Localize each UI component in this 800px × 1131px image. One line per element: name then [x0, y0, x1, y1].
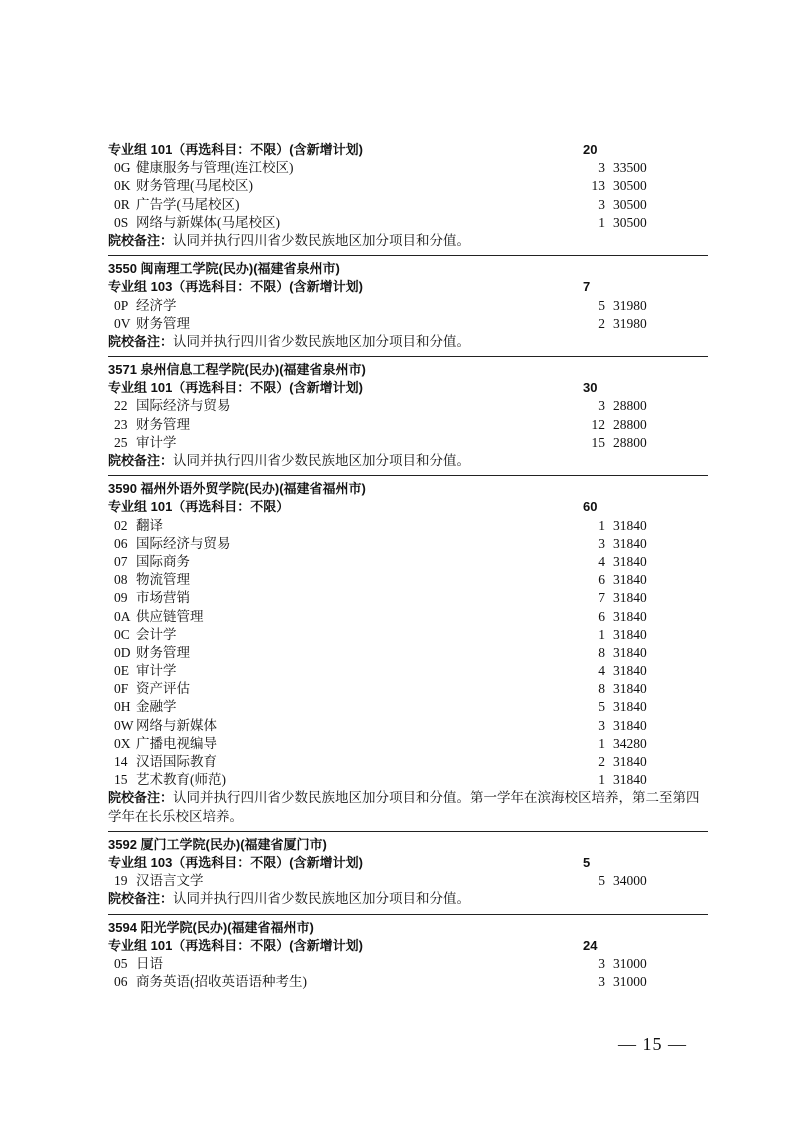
- major-code: 0V: [114, 315, 131, 331]
- major-row: [108, 973, 708, 991]
- institution-section: [108, 141, 708, 250]
- major-group-row: [108, 854, 708, 872]
- major-fee: 30500: [613, 196, 647, 212]
- major-fee: 30500: [613, 214, 647, 230]
- major-code: 0W: [114, 717, 134, 733]
- major-count: 3: [598, 974, 605, 990]
- school-remark: [108, 890, 708, 908]
- major-code: 0R: [114, 196, 130, 212]
- major-count: 4: [598, 553, 605, 569]
- major-count: 3: [598, 196, 605, 212]
- major-name: 金融学: [136, 699, 177, 715]
- major-fee: 31840: [613, 535, 647, 551]
- major-fee: 31980: [613, 297, 647, 313]
- major-code: 0E: [114, 663, 129, 679]
- major-fee: 31840: [613, 663, 647, 679]
- major-code: 25: [114, 434, 128, 450]
- major-count: 8: [598, 644, 605, 660]
- major-count: 5: [598, 297, 605, 313]
- school-remark-text: 认同并执行四川省少数民族地区加分项目和分值。第一学年在滨海校区培养，第二至第四学年在长乐校区培养。: [108, 790, 700, 824]
- major-name: 财务管理: [136, 644, 190, 660]
- major-code: 0S: [114, 214, 129, 230]
- major-count: 12: [591, 416, 605, 432]
- major-fee: 31840: [613, 754, 647, 770]
- school-remark-text: 认同并执行四川省少数民族地区加分项目和分值。: [173, 453, 471, 469]
- major-group-count: 20: [583, 142, 598, 157]
- major-row: [108, 434, 708, 452]
- major-count: 3: [598, 717, 605, 733]
- major-code: 05: [114, 955, 128, 971]
- major-code: 15: [114, 772, 128, 788]
- major-name: 物流管理: [136, 572, 190, 588]
- major-row: [108, 662, 708, 680]
- major-row: [108, 771, 708, 789]
- major-count: 5: [598, 873, 605, 889]
- major-fee: 31840: [613, 517, 647, 533]
- major-group-row: [108, 141, 708, 159]
- major-row: [108, 753, 708, 771]
- major-name: 审计学: [136, 434, 177, 450]
- major-name: 网络与新媒体(马尾校区): [136, 214, 280, 230]
- major-count: 6: [598, 572, 605, 588]
- major-name: 审计学: [136, 663, 177, 679]
- major-name: 供应链管理: [136, 608, 204, 624]
- major-count: 15: [591, 434, 605, 450]
- school-remark: [108, 789, 708, 825]
- institution-section: [108, 255, 708, 351]
- major-name: 汉语言文学: [136, 873, 204, 889]
- major-row: [108, 517, 708, 535]
- major-name: 翻译: [136, 517, 163, 533]
- major-code: 14: [114, 754, 128, 770]
- major-row: [108, 177, 708, 195]
- major-code: 23: [114, 416, 128, 432]
- institution-title: 3592 厦门工学院(民办)(福建省厦门市): [108, 836, 327, 852]
- major-code: 0G: [114, 160, 131, 176]
- major-row: [108, 553, 708, 571]
- major-fee: 31840: [613, 590, 647, 606]
- major-fee: 31980: [613, 315, 647, 331]
- school-remark: [108, 232, 708, 250]
- section-divider: [108, 255, 708, 256]
- school-remark-label: 院校备注：: [108, 232, 174, 248]
- major-fee: 31840: [613, 644, 647, 660]
- major-fee: 31840: [613, 681, 647, 697]
- institution-title: 3571 泉州信息工程学院(民办)(福建省泉州市): [108, 362, 366, 378]
- major-count: 4: [598, 663, 605, 679]
- major-code: 07: [114, 553, 128, 569]
- major-row: [108, 535, 708, 553]
- major-group-label: 专业组 101（再选科目：不限）(含新增计划): [108, 937, 363, 953]
- major-group-row: [108, 498, 708, 516]
- major-name: 市场营销: [136, 590, 190, 606]
- major-group-label: 专业组 101（再选科目：不限）(含新增计划): [108, 142, 363, 157]
- major-fee: 31840: [613, 772, 647, 788]
- major-name: 财务管理: [136, 416, 190, 432]
- major-code: 0D: [114, 644, 131, 660]
- major-fee: 28800: [613, 416, 647, 432]
- page-number: — 15 —: [618, 1034, 687, 1054]
- major-group-row: [108, 937, 708, 955]
- major-name: 网络与新媒体: [136, 717, 217, 733]
- major-row: [108, 955, 708, 973]
- major-code: 02: [114, 517, 128, 533]
- major-row: [108, 196, 708, 214]
- major-fee: 31840: [613, 608, 647, 624]
- major-group-row: [108, 278, 708, 296]
- major-code: 19: [114, 873, 128, 889]
- major-code: 0P: [114, 297, 129, 313]
- major-group-row: [108, 379, 708, 397]
- major-row: [108, 608, 708, 626]
- major-code: 08: [114, 572, 128, 588]
- institution-section: [108, 356, 708, 470]
- major-count: 1: [598, 735, 605, 751]
- major-row: [108, 315, 708, 333]
- major-count: 1: [598, 626, 605, 642]
- major-name: 广告学(马尾校区): [136, 196, 240, 212]
- major-group-count: 60: [583, 499, 598, 515]
- major-fee: 28800: [613, 398, 647, 414]
- major-fee: 28800: [613, 434, 647, 450]
- major-fee: 31840: [613, 572, 647, 588]
- major-row: [108, 717, 708, 735]
- major-group-label: 专业组 103（再选科目：不限）(含新增计划): [108, 855, 363, 871]
- major-code: 0X: [114, 735, 131, 751]
- major-count: 3: [598, 535, 605, 551]
- major-row: [108, 626, 708, 644]
- major-group-count: 30: [583, 380, 598, 396]
- major-count: 13: [591, 178, 605, 194]
- major-name: 资产评估: [136, 681, 190, 697]
- major-code: 22: [114, 398, 128, 414]
- major-code: 0A: [114, 608, 131, 624]
- major-row: [108, 416, 708, 434]
- section-divider: [108, 914, 708, 915]
- major-fee: 31840: [613, 626, 647, 642]
- major-group-label: 专业组 101（再选科目：不限）(含新增计划): [108, 380, 363, 396]
- section-divider: [108, 475, 708, 476]
- school-remark-label: 院校备注：: [108, 891, 174, 907]
- major-name: 财务管理: [136, 315, 190, 331]
- major-fee: 31000: [613, 955, 647, 971]
- major-fee: 34280: [613, 735, 647, 751]
- major-row: [108, 397, 708, 415]
- school-remark-label: 院校备注：: [108, 790, 174, 806]
- major-group-count: 5: [583, 855, 591, 871]
- major-name: 日语: [136, 955, 163, 971]
- school-remark-text: 认同并执行四川省少数民族地区加分项目和分值。: [173, 891, 471, 907]
- major-group-label: 专业组 101（再选科目：不限）: [108, 499, 290, 515]
- school-remark: [108, 452, 708, 470]
- institution-title: 3594 阳光学院(民办)(福建省福州市): [108, 919, 314, 935]
- major-count: 1: [598, 214, 605, 230]
- major-name: 汉语国际教育: [136, 754, 217, 770]
- major-row: [108, 872, 708, 890]
- institution-section: [108, 475, 708, 826]
- major-name: 健康服务与管理(连江校区): [136, 160, 294, 176]
- major-fee: 30500: [613, 178, 647, 194]
- major-count: 8: [598, 681, 605, 697]
- major-fee: 31840: [613, 699, 647, 715]
- institution-title: 3550 闽南理工学院(民办)(福建省泉州市): [108, 261, 340, 277]
- major-row: [108, 297, 708, 315]
- major-code: 06: [114, 974, 128, 990]
- institution-title: 3590 福州外语外贸学院(民办)(福建省福州市): [108, 481, 366, 497]
- section-divider: [108, 356, 708, 357]
- major-fee: 31840: [613, 717, 647, 733]
- major-group-count: 7: [583, 279, 591, 295]
- major-name: 会计学: [136, 626, 177, 642]
- institution-section: [108, 914, 708, 992]
- major-count: 3: [598, 160, 605, 176]
- major-count: 7: [598, 590, 605, 606]
- section-divider: [108, 831, 708, 832]
- major-name: 广播电视编导: [136, 735, 217, 751]
- major-code: 0C: [114, 626, 130, 642]
- school-remark: [108, 333, 708, 351]
- major-row: [108, 680, 708, 698]
- major-count: 6: [598, 608, 605, 624]
- major-code: 0K: [114, 178, 131, 194]
- document-body: [108, 141, 708, 991]
- institution-section: [108, 831, 708, 909]
- major-fee: 31000: [613, 974, 647, 990]
- major-fee: 33500: [613, 160, 647, 176]
- major-row: [108, 698, 708, 716]
- major-count: 1: [598, 517, 605, 533]
- major-fee: 34000: [613, 873, 647, 889]
- major-code: 0F: [114, 681, 129, 697]
- major-name: 国际经济与贸易: [136, 535, 231, 551]
- school-remark-text: 认同并执行四川省少数民族地区加分项目和分值。: [173, 232, 471, 248]
- major-row: [108, 159, 708, 177]
- major-row: [108, 644, 708, 662]
- major-name: 艺术教育(师范): [136, 772, 226, 788]
- major-count: 3: [598, 398, 605, 414]
- major-fee: 31840: [613, 553, 647, 569]
- major-count: 5: [598, 699, 605, 715]
- major-name: 财务管理(马尾校区): [136, 178, 253, 194]
- major-name: 国际经济与贸易: [136, 398, 231, 414]
- major-name: 国际商务: [136, 553, 190, 569]
- major-group-label: 专业组 103（再选科目：不限）(含新增计划): [108, 279, 363, 295]
- school-remark-text: 认同并执行四川省少数民族地区加分项目和分值。: [173, 333, 471, 349]
- major-row: [108, 735, 708, 753]
- major-name: 经济学: [136, 297, 177, 313]
- school-remark-label: 院校备注：: [108, 333, 174, 349]
- major-count: 2: [598, 315, 605, 331]
- major-count: 2: [598, 754, 605, 770]
- major-row: [108, 214, 708, 232]
- major-row: [108, 571, 708, 589]
- major-name: 商务英语(招收英语语种考生): [136, 974, 307, 990]
- major-count: 3: [598, 955, 605, 971]
- major-group-count: 24: [583, 937, 598, 953]
- major-code: 0H: [114, 699, 131, 715]
- major-code: 09: [114, 590, 128, 606]
- school-remark-label: 院校备注：: [108, 453, 174, 469]
- major-count: 1: [598, 772, 605, 788]
- major-row: [108, 589, 708, 607]
- major-code: 06: [114, 535, 128, 551]
